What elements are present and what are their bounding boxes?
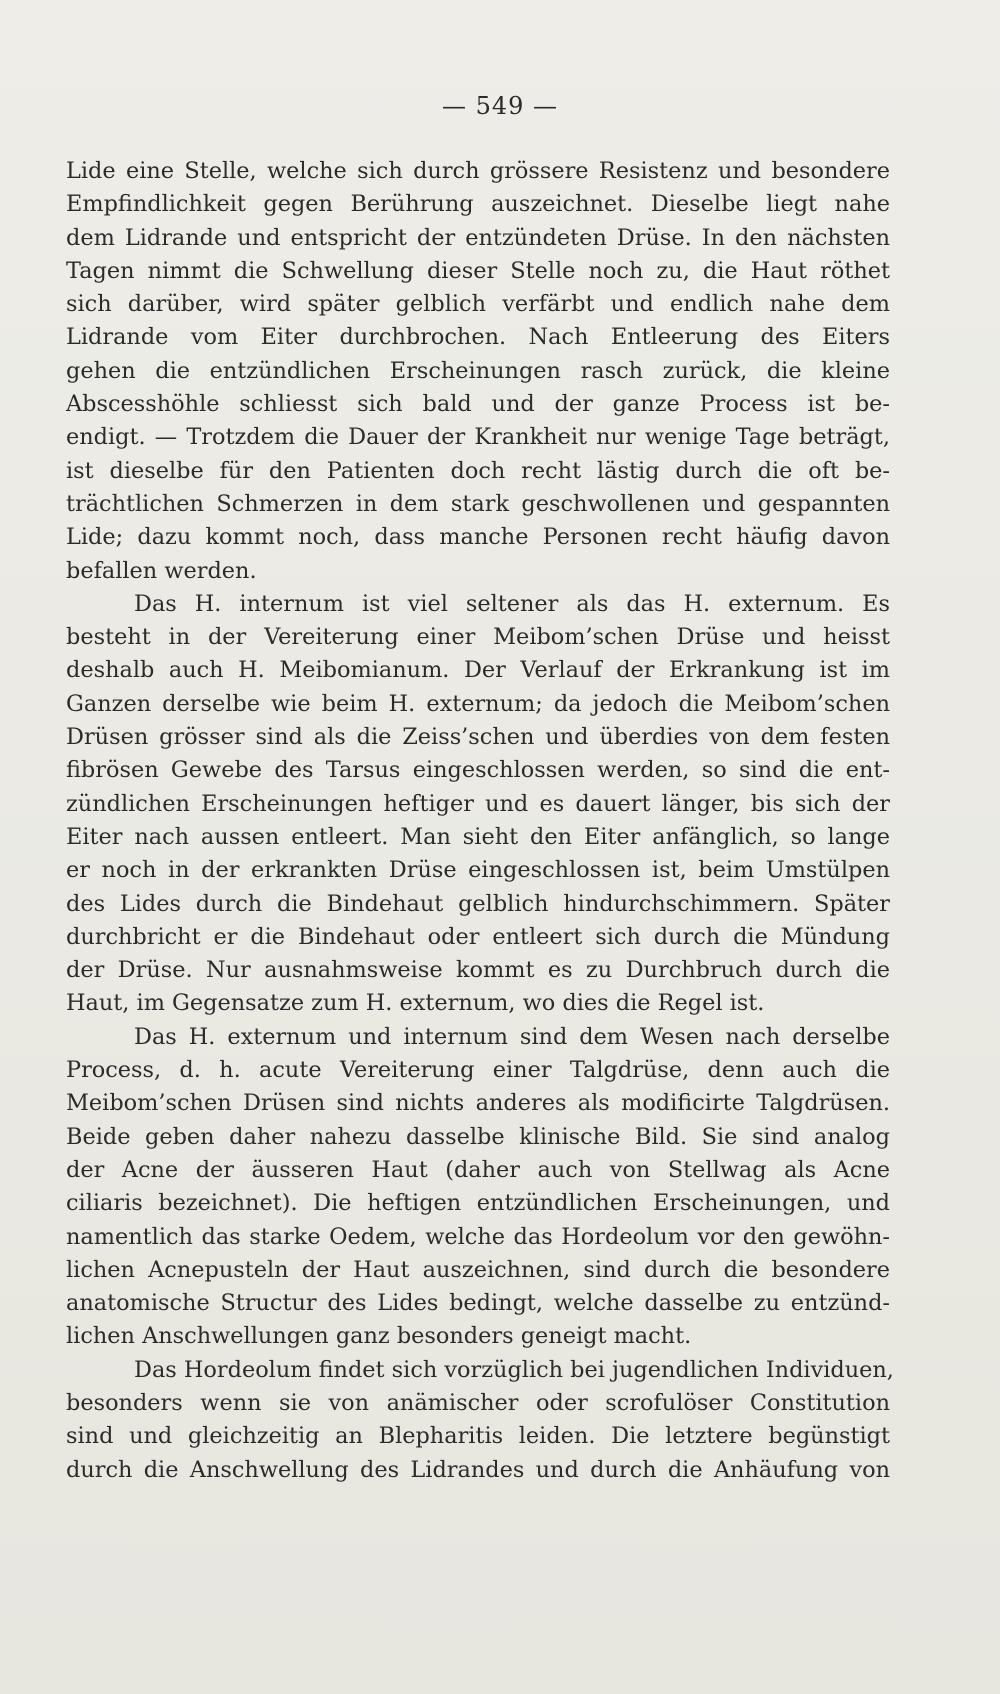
text-line: lichen Anschwellungen ganz besonders geneigt macht. bbox=[66, 1323, 692, 1350]
text-line: ciliaris bezeichnet). Die heftigen entzündlichen Erscheinungen, und bbox=[66, 1190, 890, 1217]
page-number: — 549 — bbox=[441, 92, 559, 120]
text-line: des Lides durch die Bindehaut gelblich hindurchschimmern. Später bbox=[66, 890, 890, 917]
text-line: Das H. externum und internum sind dem Wesen nach derselbe bbox=[134, 1023, 890, 1050]
text-line: Das H. internum ist viel seltener als das H. externum. Es bbox=[134, 590, 890, 617]
text-line: fibrösen Gewebe des Tarsus eingeschlossen werden, so sind die ent- bbox=[66, 757, 890, 784]
text-line: der Drüse. Nur ausnahmsweise kommt es zu Durchbruch durch die bbox=[66, 957, 890, 984]
text-line: befallen werden. bbox=[66, 557, 257, 584]
text-line: Meibom’schen Drüsen sind nichts anderes als modificirte Talgdrüsen. bbox=[66, 1090, 890, 1117]
paragraph bbox=[66, 1354, 894, 1487]
text-line: besteht in der Vereiterung einer Meibom’schen Drüse und heisst bbox=[66, 624, 890, 651]
text-line: anatomische Structur des Lides bedingt, welche dasselbe zu entzünd- bbox=[66, 1290, 890, 1317]
paragraph bbox=[66, 588, 890, 1021]
text-line: lichen Acnepusteln der Haut auszeichnen, sind durch die besondere bbox=[66, 1256, 890, 1283]
text-line: Lide eine Stelle, welche sich durch grössere Resistenz und besondere bbox=[66, 158, 890, 184]
text-line: Tagen nimmt die Schwellung dieser Stelle noch zu, die Haut röthet bbox=[66, 257, 890, 284]
text-line: er noch in der erkrankten Drüse eingeschlossen ist, beim Umstülpen bbox=[66, 857, 890, 884]
text-line: sind und gleichzeitig an Blepharitis leiden. Die letztere begünstigt bbox=[66, 1423, 890, 1450]
text-line: Ganzen derselbe wie beim H. externum; da jedoch die Meibom’schen bbox=[66, 690, 890, 717]
text-line: dem Lidrande und entspricht der entzündeten Drüse. In den nächsten bbox=[66, 224, 890, 251]
text-line: durch die Anschwellung des Lidrandes und durch die Anhäufung von bbox=[66, 1456, 890, 1483]
text-line: besonders wenn sie von anämischer oder scrofulöser Constitution bbox=[66, 1389, 890, 1416]
text-line: Beide geben daher nahezu dasselbe klinische Bild. Sie sind analog bbox=[66, 1123, 890, 1150]
text-line: Abscesshöhle schliesst sich bald und der ganze Process ist be- bbox=[66, 391, 890, 418]
text-line: ist dieselbe für den Patienten doch recht lästig durch die oft be- bbox=[66, 457, 890, 484]
text-line: durchbricht er die Bindehaut oder entleert sich durch die Mündung bbox=[66, 923, 890, 950]
text-line: Drüsen grösser sind als die Zeiss’schen und überdies von dem festen bbox=[66, 724, 890, 751]
text-line: sich darüber, wird später gelblich verfärbt und endlich nahe dem bbox=[66, 291, 890, 318]
text-line: namentlich das starke Oedem, welche das Hordeolum vor den gewöhn- bbox=[66, 1223, 890, 1250]
paragraph bbox=[66, 155, 890, 588]
text-line: Lide; dazu kommt noch, dass manche Personen recht häufig davon bbox=[66, 524, 890, 551]
text-line: der Acne der äusseren Haut (daher auch von Stellwag als Acne bbox=[66, 1156, 890, 1183]
body-text bbox=[66, 155, 894, 1487]
text-line: Eiter nach aussen entleert. Man sieht den Eiter anfänglich, so lange bbox=[66, 823, 890, 850]
text-line: zündlichen Erscheinungen heftiger und es dauert länger, bis sich der bbox=[66, 790, 890, 817]
text-line: gehen die entzündlichen Erscheinungen rasch zurück, die kleine bbox=[66, 357, 890, 384]
text-line: Haut, im Gegensatze zum H. externum, wo dies die Regel ist. bbox=[66, 990, 765, 1017]
text-line: endigt. — Trotzdem die Dauer der Krankheit nur wenige Tage beträgt, bbox=[66, 424, 890, 451]
text-line: deshalb auch H. Meibomianum. Der Verlauf der Erkrankung ist im bbox=[66, 657, 890, 684]
text-line: Empfindlichkeit gegen Berührung auszeichnet. Dieselbe liegt nahe bbox=[66, 191, 890, 218]
paragraph bbox=[66, 1021, 890, 1354]
text-line: Das Hordeolum findet sich vorzüglich bei jugendlichen Individuen, bbox=[134, 1356, 894, 1383]
text-line: Process, d. h. acute Vereiterung einer Talgdrüse, denn auch die bbox=[66, 1057, 890, 1084]
text-line: Lidrande vom Eiter durchbrochen. Nach Entleerung des Eiters bbox=[66, 324, 890, 351]
text-line: trächtlichen Schmerzen in dem stark geschwollenen und gespannten bbox=[66, 490, 890, 517]
